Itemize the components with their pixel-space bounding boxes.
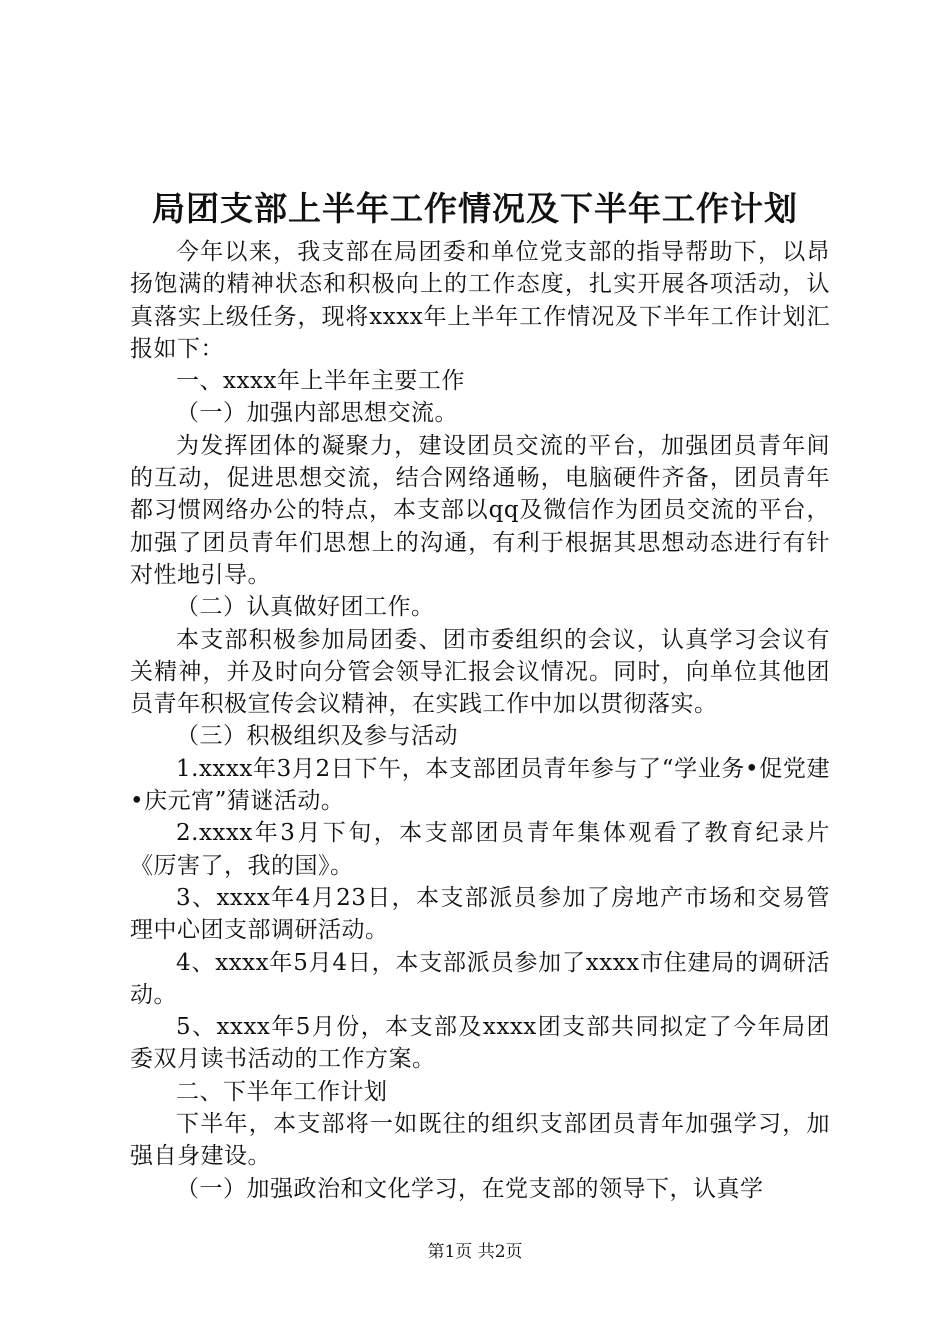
subsection-heading: （一）加强内部思想交流。 <box>176 400 458 427</box>
list-item: 2.xxxx年3月下旬，本支部团员青年集体观看了教育纪录片《厉害了，我的国》。 <box>130 820 830 879</box>
paragraph: 本支部积极参加局团委、团市委组织的会议，认真学习会议有关精神，并及时向分管会领导汇报会议情况。同时，向单位其他团员青年积极宣传会议精神，在实践工作中加以贯彻落实。 <box>130 626 830 718</box>
paragraph: 今年以来，我支部在局团委和单位党支部的指导帮助下，以昂扬饱满的精神状态和积极向上的工作态度，扎实开展各项活动，认真落实上级任务，现将xxxx年上半年工作情况及下半年工作计划汇报如下： <box>130 239 830 362</box>
document-body <box>130 236 830 1205</box>
paragraph: 下半年，本支部将一如既往的组织支部团员青年加强学习，加强自身建设。 <box>130 1111 830 1170</box>
document-title: 局团支部上半年工作情况及下半年工作计划 <box>152 189 798 228</box>
subsection-heading: （二）认真做好团工作。 <box>176 594 435 621</box>
section-heading: 一、xxxx年上半年主要工作 <box>176 368 465 395</box>
paragraph: 为发挥团体的凝聚力，建设团员交流的平台，加强团员青年间的互动，促进思想交流，结合网络通畅，电脑硬件齐备，团员青年都习惯网络办公的特点，本支部以qq及微信作为团员交流的平台，加强了团员青年们思想上的沟通，有利于根据其思想动态进行有针对性地引导。 <box>130 432 830 588</box>
list-item: 4、xxxx年5月4日，本支部派员参加了xxxx市住建局的调研活动。 <box>130 949 830 1008</box>
paragraph: （一）加强政治和文化学习，在党支部的领导下，认真学 <box>176 1175 764 1202</box>
list-item: 5、xxxx年5月份，本支部及xxxx团支部共同拟定了今年局团委双月读书活动的工作方案。 <box>130 1014 830 1073</box>
subsection-heading: （三）积极组织及参与活动 <box>176 723 458 750</box>
list-item: 3、xxxx年4月23日，本支部派员参加了房地产市场和交易管理中心团支部调研活动。 <box>130 884 830 944</box>
section-heading: 二、下半年工作计划 <box>176 1078 388 1105</box>
page-footer: 第1页 共2页 <box>427 1242 523 1262</box>
list-item: 1.xxxx年3月2日下午，本支部团员青年参与了“学业务•促党建•庆元宵”猜谜活动。 <box>130 755 830 815</box>
